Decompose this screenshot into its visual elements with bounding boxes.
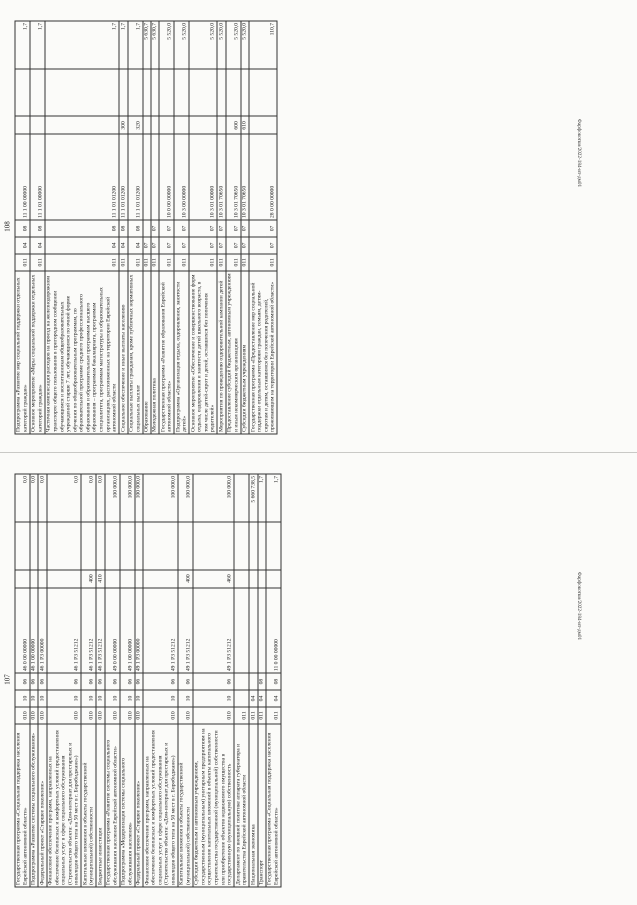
row-pr: 07 (217, 220, 225, 237)
row-gr: 010 (81, 706, 96, 723)
row-cs: 46 1 P3 51212 (96, 587, 104, 673)
row-name: Финансовое обеспечение программ, направленных на обеспечение безопасных и комфортных условий предоставления социальных услуг в сфере социального обслуживания (Строительство объекта: «Дом-интернат для престарелых и инвалидов общего типа на 50 мест в г. Биробиджане») (46, 723, 81, 886)
row-amount-1 (143, 521, 178, 569)
table-row (159, 21, 174, 434)
row-amount-2: 1,7 (44, 21, 118, 69)
row-gr: 011 (257, 706, 265, 723)
row-vr (104, 569, 119, 587)
row-rz: 10 (134, 690, 142, 707)
row-rz: 10 (119, 690, 134, 707)
row-pr: 08 (127, 220, 142, 237)
row-cs: 49 1 P3 51212 (177, 587, 192, 673)
table-row (15, 474, 30, 887)
row-vr (189, 116, 217, 134)
row-rz: 07 (189, 236, 217, 253)
row-gr: 010 (143, 706, 178, 723)
table-row (217, 21, 225, 434)
row-pr: 07 (189, 220, 217, 237)
footer-stamp: Фарфокотки/2022-184-ит-дм01 (576, 571, 583, 641)
row-cs: 46 0 00 00000 (15, 587, 30, 673)
row-cs: 10 3 00 00000 (174, 134, 189, 220)
page-107 (0, 452, 637, 905)
row-rz: 07 (159, 236, 174, 253)
row-vr: 300 (119, 116, 127, 134)
row-name: Государственная программа «Развитие образования Еврейской автономной области» (159, 270, 174, 433)
row-pr: 06 (29, 673, 37, 690)
row-cs: 10 0 00 00000 (159, 134, 174, 220)
row-cs: 49 1 P3 00000 (134, 587, 142, 673)
row-amount-2: 5 630,7 (150, 21, 158, 69)
row-amount-2: 5 660 738,5 (249, 474, 257, 522)
row-gr: 011 (240, 253, 248, 270)
row-pr: 07 (249, 220, 277, 237)
row-gr: 011 (127, 253, 142, 270)
row-cs: 46 1 P3 51212 (46, 587, 81, 673)
row-gr: 010 (192, 706, 233, 723)
row-cs: 49 1 P3 51212 (192, 587, 233, 673)
row-pr: 06 (38, 673, 46, 690)
row-gr: 011 (265, 706, 280, 723)
row-amount-2: 0,0 (46, 474, 81, 522)
table-row (257, 474, 265, 887)
row-gr: 010 (119, 706, 134, 723)
row-pr: 08 (265, 673, 280, 690)
row-name: Образование (142, 270, 150, 433)
row-gr: 011 (189, 253, 217, 270)
row-pr: 06 (177, 673, 192, 690)
row-cs: 46 1 00 00000 (29, 587, 37, 673)
row-amount-2: 110,7 (249, 21, 277, 69)
page-108 (0, 0, 637, 452)
rotated-content (0, 0, 637, 452)
row-amount-2: 100 000,0 (104, 474, 119, 522)
row-vr: 400 (81, 569, 96, 587)
row-amount-2: 1,7 (257, 474, 265, 522)
row-name: Государственная программа «Социальная поддержка населения Еврейской автономной области» (15, 723, 30, 886)
row-name: Мероприятия по проведению оздоровительной кампании детей (217, 270, 225, 433)
row-rz: 07 (150, 236, 158, 253)
row-vr (119, 569, 134, 587)
row-amount-2: 1,7 (127, 21, 142, 69)
row-cs: 49 1 00 00000 (119, 587, 134, 673)
row-cs: 46 1 P3 51212 (81, 587, 96, 673)
budget-table (14, 473, 281, 887)
table-row (96, 474, 104, 887)
row-amount-1 (192, 521, 233, 569)
footer-stamp: Фарфокотки/2022-184-ит-дм01 (576, 118, 583, 188)
row-name: Департамент по внешней политике аппарата губернатора и правительства Еврейской автономной области (234, 723, 249, 886)
row-vr: 400 (177, 569, 192, 587)
row-name: Финансовое обеспечение программ, направленных на обеспечение безопасных и комфортных условий предоставления социальных услуг в сфере социального обслуживания (Строительство объекта: «Дом-интернат для престарелых и инвалидов общего типа на 50 мест в г. Биробиджане») (143, 723, 178, 886)
row-amount-2 (234, 474, 249, 522)
row-rz: 04 (44, 236, 118, 253)
row-amount-1 (177, 521, 192, 569)
row-cs (257, 587, 265, 673)
row-pr: 07 (225, 220, 240, 237)
table-row (127, 21, 142, 434)
row-name: Молодежная политика (150, 270, 158, 433)
page-number: 107 (3, 673, 11, 685)
row-name: Национальная экономика (249, 723, 257, 886)
row-rz (234, 690, 249, 707)
table-row (249, 21, 277, 434)
row-amount-1 (15, 68, 30, 116)
row-pr (234, 673, 249, 690)
row-amount-1 (249, 521, 257, 569)
row-amount-2: 5 520,0 (174, 21, 189, 69)
row-vr: 460 (192, 569, 233, 587)
row-amount-2: 5 520,0 (159, 21, 174, 69)
row-cs (142, 134, 150, 220)
row-name: Субсидии бюджетным учреждениям (240, 270, 248, 433)
table-row (46, 474, 81, 887)
row-vr (44, 116, 118, 134)
row-gr: 011 (29, 253, 44, 270)
row-amount-2: 5 520,0 (240, 21, 248, 69)
table-row (119, 21, 127, 434)
row-vr: 320 (127, 116, 142, 134)
table-row (265, 474, 280, 887)
row-amount-2: 0,0 (29, 474, 37, 522)
row-amount-2: 0,0 (15, 474, 30, 522)
row-pr: 07 (159, 220, 174, 237)
row-cs (234, 587, 249, 673)
page-number: 108 (3, 220, 11, 232)
row-pr: 08 (44, 220, 118, 237)
row-name: Предоставление субсидий бюджетным, автономным учреждениям и иным некоммерческим организациям (225, 270, 240, 433)
row-pr: 08 (15, 220, 30, 237)
row-amount-1 (104, 521, 119, 569)
row-amount-2: 5 520,0 (225, 21, 240, 69)
row-vr: 610 (240, 116, 248, 134)
table-row (177, 474, 192, 887)
row-name: Подпрограмма «Модернизация системы социального обслуживания населения» (119, 723, 134, 886)
row-name: Подпрограмма «Организация отдыха, оздоровления, занятости детей» (174, 270, 189, 433)
row-amount-1 (29, 521, 37, 569)
table-row (150, 21, 158, 434)
table-row (134, 474, 142, 887)
row-vr: 410 (96, 569, 104, 587)
table-row (44, 21, 118, 434)
row-rz: 10 (46, 690, 81, 707)
row-gr: 010 (96, 706, 104, 723)
row-amount-2: 100 000,0 (143, 474, 178, 522)
row-gr: 010 (46, 706, 81, 723)
row-name: Транспорт (257, 723, 265, 886)
row-pr (249, 673, 257, 690)
row-gr: 011 (234, 706, 249, 723)
row-cs (249, 587, 257, 673)
row-vr (15, 116, 30, 134)
row-gr: 011 (249, 253, 277, 270)
row-pr: 06 (134, 673, 142, 690)
table-row (142, 21, 150, 434)
row-amount-1 (134, 521, 142, 569)
row-rz: 10 (29, 690, 37, 707)
row-pr: 06 (96, 673, 104, 690)
row-amount-1 (46, 521, 81, 569)
row-name: Государственная программа «Развитие системы социального обслуживания населения Еврейской автономной области» (104, 723, 119, 886)
row-rz: 04 (265, 690, 280, 707)
row-vr (249, 569, 257, 587)
row-gr: 010 (177, 706, 192, 723)
table-row (174, 21, 189, 434)
row-vr (46, 569, 81, 587)
row-gr: 010 (38, 706, 46, 723)
row-gr: 010 (29, 706, 37, 723)
table-row (240, 21, 248, 434)
row-amount-1 (127, 68, 142, 116)
row-rz: 07 (240, 236, 248, 253)
row-name: Государственная программа «Социальная поддержка населения Еврейской автономной области» (265, 723, 280, 886)
row-amount-1 (240, 68, 248, 116)
row-rz: 07 (217, 236, 225, 253)
row-name: Бюджетные инвестиции (96, 723, 104, 886)
row-cs: 10 3 01 70650 (240, 134, 248, 220)
row-vr (249, 116, 277, 134)
row-name: Капитальные вложения в объекты государственной (муниципальной) собственности (177, 723, 192, 886)
row-name: Подпрограмма «Развитие мер социальной поддержки отдельных категорий граждан» (15, 270, 30, 433)
table-row (234, 474, 249, 887)
row-amount-1 (150, 68, 158, 116)
row-rz: 04 (29, 236, 44, 253)
row-rz: 04 (15, 236, 30, 253)
row-pr: 08 (119, 220, 127, 237)
row-name: Частичная компенсация расходов на проезд на железнодорожном транспорте общего пользования в пригородном сообщении обучающимся и воспитанникам общеобразовательных учреждений старше 7 лет, обучающимся по очной форме обучения по общеобразовательным программам, по образовательной программе среднего профессионального образования и образовательным программам высшего образования – программам бакалавриата, программам специалитета, программам магистратуры в образовательных организациях, расположенных на территории Еврейской автономной области (44, 270, 118, 433)
row-gr: 011 (217, 253, 225, 270)
row-vr (150, 116, 158, 134)
row-amount-2: 1,7 (265, 474, 280, 522)
row-amount-2: 100 000,0 (192, 474, 233, 522)
row-vr (142, 116, 150, 134)
row-rz: 10 (177, 690, 192, 707)
row-cs: 11 1 01 01200 (119, 134, 127, 220)
row-vr: 600 (225, 116, 240, 134)
row-rz: 07 (249, 236, 277, 253)
row-pr: 06 (15, 673, 30, 690)
row-amount-2: 5 630,7 (142, 21, 150, 69)
table-row (225, 21, 240, 434)
row-name: Капитальные вложения в объекты государственной (муниципальной) собственности (81, 723, 96, 886)
row-gr: 011 (142, 253, 150, 270)
row-rz: 04 (119, 236, 127, 253)
row-rz: 07 (142, 236, 150, 253)
row-amount-1 (249, 68, 277, 116)
row-amount-1 (217, 68, 225, 116)
row-name: Федеральный проект «Старшее поколение» (134, 723, 142, 886)
row-cs: 11 1 01 00000 (29, 134, 44, 220)
row-pr: 08 (29, 220, 44, 237)
row-amount-1 (15, 521, 30, 569)
row-vr (143, 569, 178, 587)
row-rz: 10 (15, 690, 30, 707)
row-name: Федеральный проект «Старшее поколение» (38, 723, 46, 886)
row-name: Социальное обеспечение и иные выплаты населению (119, 270, 127, 433)
table-row (192, 474, 233, 887)
row-pr: 06 (81, 673, 96, 690)
row-cs: 49 0 00 00000 (104, 587, 119, 673)
row-rz: 10 (143, 690, 178, 707)
row-rz: 10 (81, 690, 96, 707)
row-amount-1 (189, 68, 217, 116)
row-rz: 10 (96, 690, 104, 707)
row-gr: 011 (150, 253, 158, 270)
row-amount-2: 100 000,0 (119, 474, 134, 522)
row-cs: 46 1 P3 00000 (38, 587, 46, 673)
row-cs: 11 1 00 00000 (15, 134, 30, 220)
row-cs: 10 3 01 70650 (217, 134, 225, 220)
row-vr (29, 116, 44, 134)
row-amount-1 (234, 521, 249, 569)
row-vr (15, 569, 30, 587)
row-cs (150, 134, 158, 220)
row-rz: 10 (104, 690, 119, 707)
row-amount-2: 5 520,0 (217, 21, 225, 69)
row-rz: 10 (38, 690, 46, 707)
row-amount-2: 1,7 (15, 21, 30, 69)
row-amount-2: 100 000,0 (134, 474, 142, 522)
row-vr (134, 569, 142, 587)
row-amount-2: 100 000,0 (177, 474, 192, 522)
row-gr: 010 (134, 706, 142, 723)
rotated-content (0, 453, 637, 905)
row-cs: 11 1 01 01200 (127, 134, 142, 220)
row-amount-1 (38, 521, 46, 569)
row-gr: 011 (174, 253, 189, 270)
row-amount-2: 1,7 (119, 21, 127, 69)
table-row (29, 474, 37, 887)
row-name: Подпрограмма «Развитие системы социального обслуживания» (29, 723, 37, 886)
row-gr: 011 (249, 706, 257, 723)
row-amount-1 (265, 521, 280, 569)
row-rz: 07 (225, 236, 240, 253)
row-vr (234, 569, 249, 587)
table-row (119, 474, 134, 887)
row-cs: 10 3 01 70650 (225, 134, 240, 220)
row-cs: 49 1 P3 51212 (143, 587, 178, 673)
row-cs: 11 0 00 00000 (265, 587, 280, 673)
budget-table (14, 20, 277, 434)
row-amount-2: 1,7 (29, 21, 44, 69)
row-cs: 10 3 01 00000 (189, 134, 217, 220)
table-row (189, 21, 217, 434)
row-amount-2: 0,0 (81, 474, 96, 522)
row-amount-2: 5 520,0 (189, 21, 217, 69)
row-amount-1 (81, 521, 96, 569)
row-amount-1 (225, 68, 240, 116)
row-gr: 011 (44, 253, 118, 270)
row-vr (159, 116, 174, 134)
table-row (249, 474, 257, 887)
row-amount-1 (142, 68, 150, 116)
row-vr (257, 569, 265, 587)
table-row (29, 21, 44, 434)
row-vr (174, 116, 189, 134)
row-vr (265, 569, 280, 587)
table-row (81, 474, 96, 887)
row-gr: 010 (15, 706, 30, 723)
row-cs: 11 1 01 01200 (44, 134, 118, 220)
row-pr: 06 (119, 673, 134, 690)
row-name: Основное мероприятие «Обеспечение и совершенствование форм отдыха, оздоровления и занятости детей школьного возраста, в том числе детей-сирот и детей, оставшихся без попечения родителей» (189, 270, 217, 433)
row-vr (29, 569, 37, 587)
row-amount-1 (159, 68, 174, 116)
row-name: Субсидии бюджетным и автономным учреждениям, государственным (муниципальным) унитарным предприятиям на осуществление капитальных вложений в объекты капитального строительства государственной (муниципальной) собственности или приобретение объектов недвижимого имущества в государственную (муниципальную) собственность (192, 723, 233, 886)
row-rz: 04 (249, 690, 257, 707)
row-amount-1 (96, 521, 104, 569)
row-gr: 011 (15, 253, 30, 270)
table-row (143, 474, 178, 887)
row-gr: 011 (225, 253, 240, 270)
row-gr: 010 (104, 706, 119, 723)
row-amount-1 (44, 68, 118, 116)
row-amount-1 (119, 521, 134, 569)
row-amount-2: 0,0 (96, 474, 104, 522)
row-vr (217, 116, 225, 134)
row-name: Социальные выплаты гражданам, кроме публичных нормативных социальных выплат (127, 270, 142, 433)
row-pr: 08 (257, 673, 265, 690)
row-amount-1 (29, 68, 44, 116)
table-row (104, 474, 119, 887)
row-name: Основное мероприятие «Меры социальной поддержки отдельных категорий граждан» (29, 270, 44, 433)
row-rz: 07 (174, 236, 189, 253)
table-row (38, 474, 46, 887)
row-name: Государственная программа «Предоставление мер социальной поддержки отдельным категориям граждан, семьям, детям-сиротам и детям, оставшимся без попечения родителей, проживающим на территории Еврейской автономной области» (249, 270, 277, 433)
row-vr (38, 569, 46, 587)
row-amount-1 (174, 68, 189, 116)
row-pr: 06 (143, 673, 178, 690)
row-cs: 28 0 00 00000 (249, 134, 277, 220)
row-gr: 011 (119, 253, 127, 270)
row-pr: 07 (240, 220, 248, 237)
row-pr: 07 (150, 220, 158, 237)
row-rz: 04 (127, 236, 142, 253)
row-pr: 06 (46, 673, 81, 690)
row-amount-1 (257, 521, 265, 569)
row-rz: 04 (257, 690, 265, 707)
row-amount-1 (119, 68, 127, 116)
row-pr: 06 (104, 673, 119, 690)
row-amount-2: 0,0 (38, 474, 46, 522)
row-pr: 07 (174, 220, 189, 237)
row-pr: 06 (192, 673, 233, 690)
row-gr: 011 (159, 253, 174, 270)
row-pr (142, 220, 150, 237)
table-row (15, 21, 30, 434)
row-rz: 10 (192, 690, 233, 707)
